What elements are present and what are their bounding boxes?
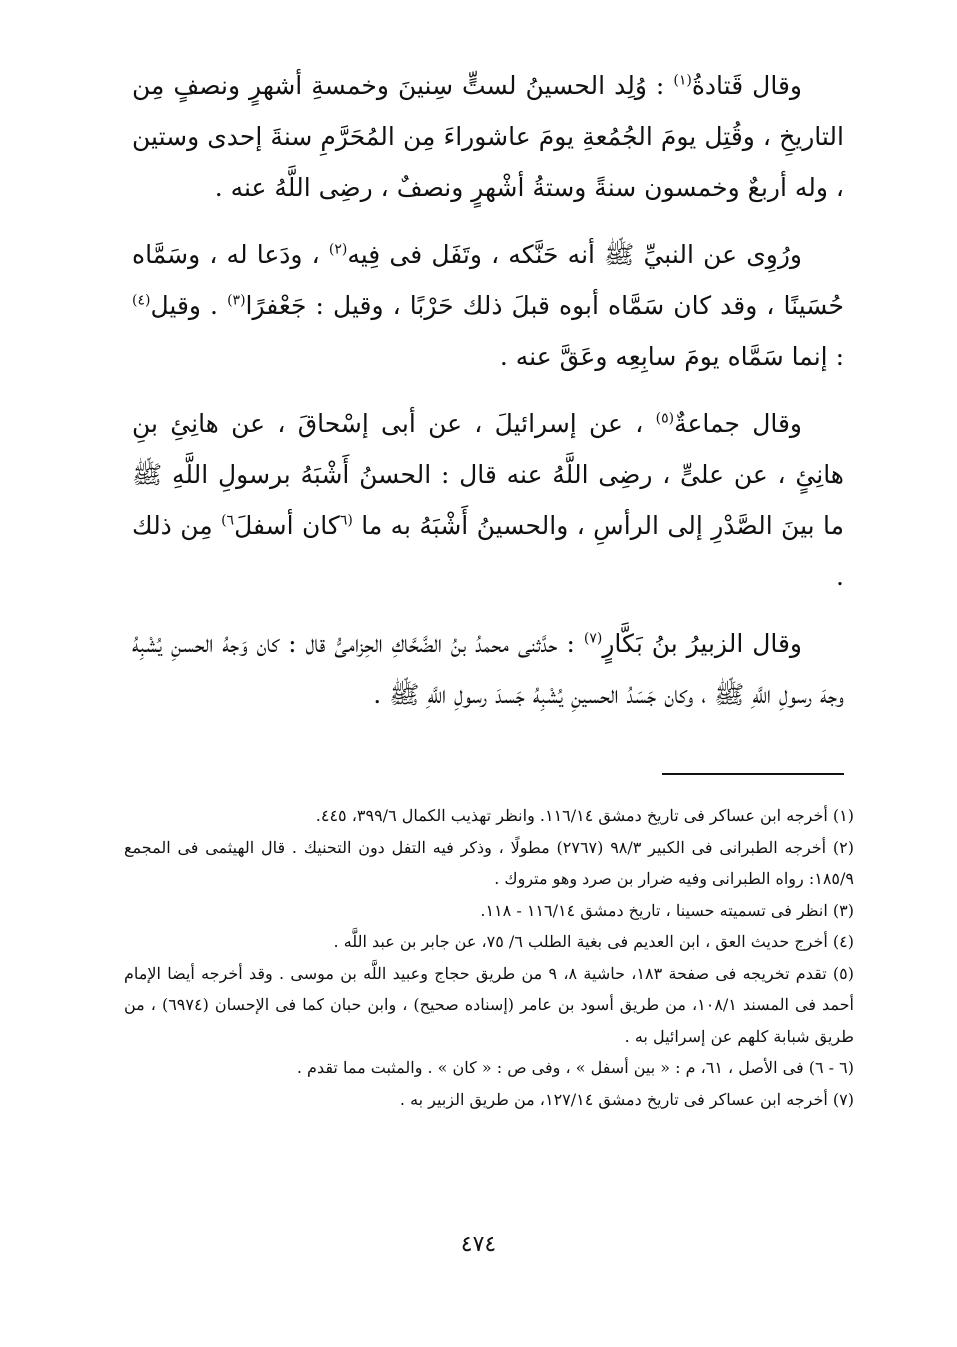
text-run: ، عن إسرائيلَ ، عن أبى إسْحاقَ ، عن هانِئِ بنِ هانِئٍ ، عن علىٍّ ، رضِى اللَّهُ عنه قال : الحسنُ أَشْبَهُ برسولِ اللَّهِ ﷺ ما بينَ الصَّدْرِ إلى الرأسِ ، والحسينُ أَشْبَهُ به ما [132, 409, 844, 540]
page-number: ٤٧٤ [460, 1232, 497, 1257]
footnote-marker: (٥) [655, 410, 675, 427]
text-run: ورُوِى عن النبيِّ ﷺ أنه حَنَّكه ، وتَفَل فى فِيه [347, 240, 802, 269]
text-run: : وُلِد الحسينُ لستٍّ سِنينَ وخمسةِ أشهرٍ ونصفٍ مِن التاريخِ ، وقُتِل يومَ الجُمُعةِ يومَ عاشوراءَ مِن المُحَرَّمِ سنةَ إحدى وستين ، وله أربعٌ وخمسون سنةً وستةُ أشْهرٍ ونصفٌ ، رضِى اللَّهُ عنه . [132, 71, 844, 202]
footnote: (٥) تقدم تخريجه فى صفحة ١٨٣، حاشية ٨، ٩ من طريق حجاج وعبيد اللَّه بن موسى . وقد أخرجه أيضا الإمام أحمد فى المسند ١٠٨/١، من طريق أسود بن عامر (إسناده صحيح) ، وابن حبان كما فى الإحسان (٦٩٧٤) ، من طريق شبابة كلهم عن إسرائيل به . [124, 963, 855, 1046]
paragraph [132, 618, 844, 720]
paragraph [132, 229, 844, 382]
text-run: وقال قَتادةُ [691, 71, 802, 100]
footnote-divider [662, 773, 844, 775]
footnote-marker: (٣) [227, 292, 246, 309]
text-run: : إنما سَمَّاه يومَ سابِعِه وعَقَّ عنه . [499, 342, 844, 371]
footnote-marker: (٧) [583, 630, 603, 647]
footnote: (١) أخرجه ابن عساكر فى تاريخ دمشق ١١٦/١٤. وانظر تهذيب الكمال ٣٩٩/٦، ٤٤٥. [315, 806, 854, 825]
footnote: (٣) انظر فى تسميته حسينا ، تاريخ دمشق ١١٦/١٤ - ١١٨. [480, 900, 854, 920]
text-run: ، ودَعا له ، وسَمَّاه حُسَينًا ، وقد كان سَمَّاه أبوه قبلَ ذلك حَرْبًا ، وقيل : جَعْفرًا [132, 240, 844, 320]
text-run: كان أسفلَ [234, 511, 340, 540]
main-text [132, 60, 844, 736]
footnote: (٧) أخرجه ابن عساكر فى تاريخ دمشق ١٢٧/١٤، من طريق الزبير به . [399, 1089, 854, 1109]
footnotes [124, 800, 854, 1115]
footnote-marker: (٢) [328, 241, 348, 258]
text-run: . وقيل [150, 291, 228, 320]
text-run: مِن ذلك . [132, 511, 844, 591]
footnote-marker: (٦ [339, 512, 353, 529]
footnote-marker: (١) [673, 72, 692, 89]
footnote: (٦ - ٦) فى الأصل ، ٦١، م : « بين أسفل » ، وفى ص : « كان » . والمثبت مما تقدم . [296, 1058, 854, 1077]
text-run: : حدَّثنى محمدُ بنُ الضَّحَّاكِ الحِزامىُّ قال : كان وَجهُ الحسنِ يُشْبِهُ وجهَ رسولِ اللَّهِ ﷺ ، وكان جَسَدُ الحسينِ يُشْبِهُ جَسدَ رسولِ اللَّهِ ﷺ . [132, 629, 844, 709]
paragraph [132, 60, 844, 213]
text-run: وقال الزبيرُ بنُ بَكَّارٍ [602, 629, 802, 658]
footnote-marker: (٤) [132, 292, 151, 309]
footnote: (٤) أخرج حديث العق ، ابن العديم فى بغية الطلب ٦/ ٧٥، عن جابر بن عبد اللَّه . [333, 932, 854, 951]
paragraph [132, 398, 844, 602]
footnote: (٢) أخرجه الطبرانى فى الكبير ٩٨/٣ (٢٧٦٧) مطولًا ، وذكر فيه التفل دون التحنيك . قال الهيثمى فى المجمع ١٨٥/٩: رواه الطبرانى وفيه ضرار بن صرد وهو متروك . [124, 837, 855, 888]
footnote-marker: ٦) [221, 512, 235, 529]
text-run: وقال جماعةٌ [674, 409, 802, 438]
